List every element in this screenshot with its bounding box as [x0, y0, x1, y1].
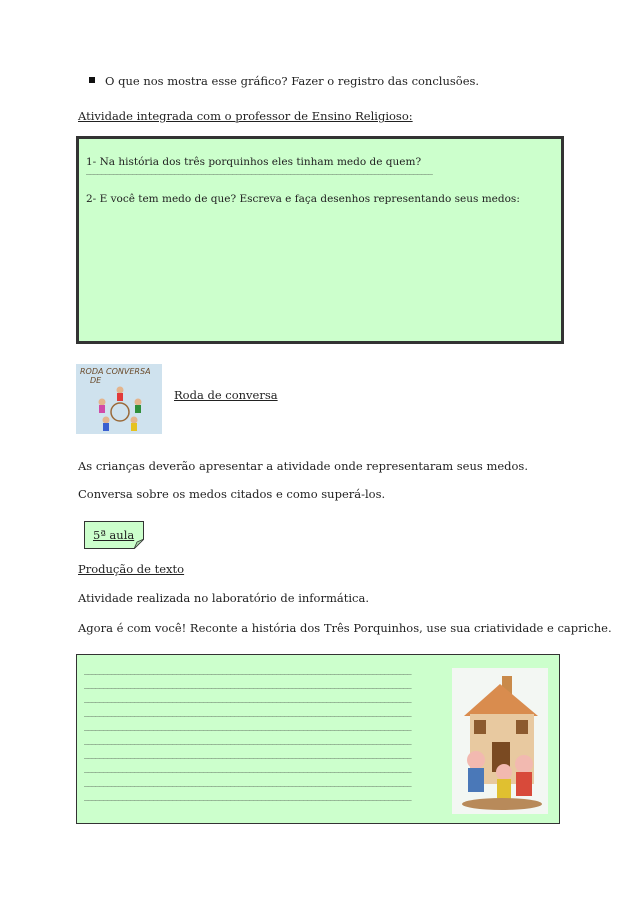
- writing-line[interactable]: _____________________________________________________________________________________: [84, 666, 412, 676]
- roda-de-conversa-title: Roda de conversa: [174, 388, 278, 402]
- bullet-icon: [89, 77, 95, 83]
- aula-label: 5ª aula: [93, 528, 135, 542]
- agora-instruction-text: Agora é com você! Reconte a história dos Três Porquinhos, use sua criatividade e capriche.: [78, 621, 612, 635]
- writing-line[interactable]: _____________________________________________________________________________________: [84, 680, 412, 690]
- lab-activity-text: Atividade realizada no laboratório de informática.: [78, 591, 369, 605]
- question-1: 1- Na história dos três porquinhos eles tinham medo de quem?: [86, 156, 422, 168]
- writing-line[interactable]: _____________________________________________________________________________________: [84, 694, 412, 704]
- pig-house-illustration: [452, 668, 548, 814]
- roda-image-caption: RODA CONVERSA: [80, 367, 151, 376]
- writing-line[interactable]: _____________________________________________________________________________________: [84, 722, 412, 732]
- aula-note-box: [84, 521, 144, 549]
- paragraph-conversation: Conversa sobre os medos citados e como superá-los.: [78, 487, 386, 501]
- three-pigs-house-image: [452, 668, 548, 814]
- question-2: 2- E você tem medo de que? Escreva e faça desenhos representando seus medos:: [86, 193, 520, 205]
- writing-line[interactable]: _____________________________________________________________________________________: [84, 778, 412, 788]
- producao-heading: Produção de texto: [78, 562, 185, 576]
- roda-image-caption-de: DE: [90, 376, 102, 385]
- writing-line[interactable]: _____________________________________________________________________________________: [84, 736, 412, 746]
- answer-line-1[interactable]: __________________________________________________________________________________________: [86, 166, 433, 176]
- writing-line[interactable]: _____________________________________________________________________________________: [84, 750, 412, 760]
- roda-de-conversa-image: [76, 364, 162, 434]
- writing-line[interactable]: _____________________________________________________________________________________: [84, 792, 412, 802]
- children-circle-illustration: [94, 384, 146, 432]
- integrated-activity-heading: Atividade integrada com o professor de Ensino Religioso:: [78, 109, 413, 123]
- folded-corner-icon: [134, 539, 144, 549]
- writing-line[interactable]: _____________________________________________________________________________________: [84, 708, 412, 718]
- paragraph-present-activity: As crianças deverão apresentar a atividade onde representaram seus medos.: [78, 459, 528, 473]
- bullet-question: O que nos mostra esse gráfico? Fazer o registro das conclusões.: [105, 74, 480, 88]
- writing-line[interactable]: _____________________________________________________________________________________: [84, 764, 412, 774]
